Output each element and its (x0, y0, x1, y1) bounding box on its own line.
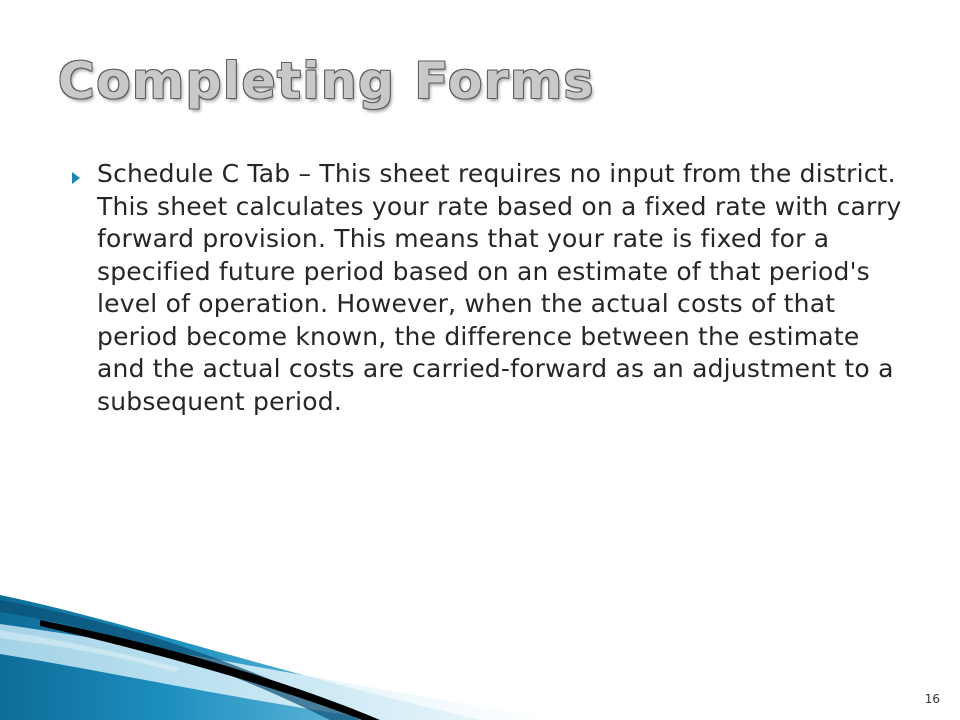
slide-title: Completing Forms (58, 52, 595, 110)
bullet-label: Schedule C Tab (97, 159, 291, 188)
triangle-bullet-icon (72, 172, 80, 184)
slide-number: 16 (924, 692, 940, 706)
bullet-text (97, 158, 902, 418)
bullet-item (72, 158, 902, 418)
bullet-body: – This sheet requires no input from the district. This sheet calculates your rate based on a fixed rate with carry forward provision. This means that your rate is fixed for a specified future period based on an estimate of that period's level of operation. However, when the actual costs of that period become known, the difference between the estimate and the actual costs are carried-forward as an adjustment to a subsequent period. (97, 159, 902, 416)
decorative-swoosh (0, 590, 960, 720)
